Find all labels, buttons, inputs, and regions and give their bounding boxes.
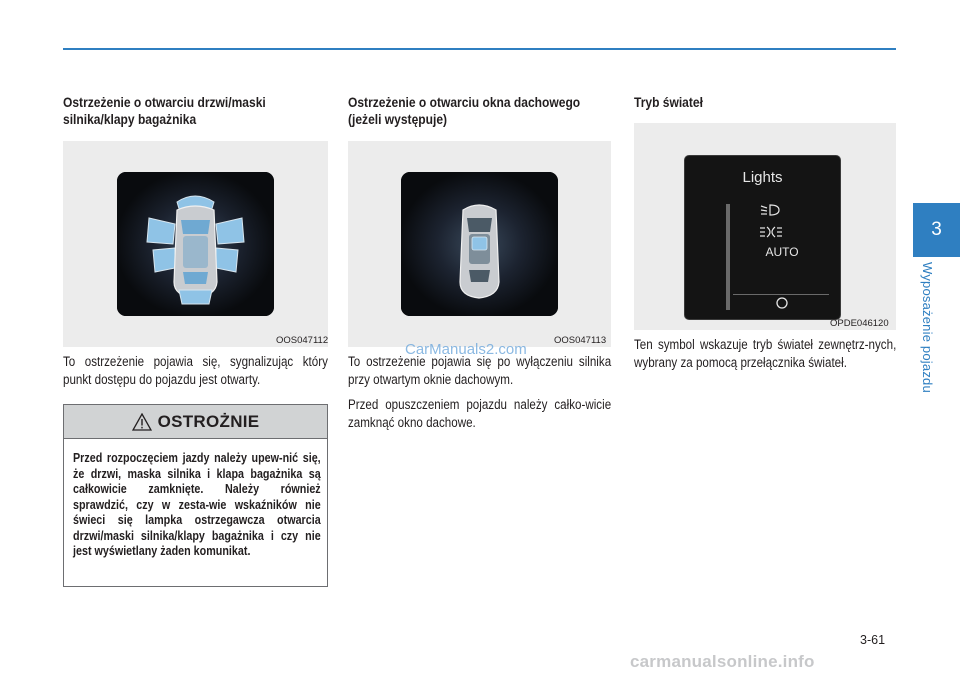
- lights-off-icon: [775, 296, 789, 310]
- paragraph-text: Przed opuszczeniem pojazdu należy całko-wicie zamknąć okno dachowe.: [348, 397, 612, 430]
- figure-sunroof-open: [348, 141, 611, 347]
- caution-box: [63, 404, 328, 587]
- lights-divider: [733, 294, 829, 295]
- figure-code: OOS047112: [276, 335, 329, 346]
- chapter-tab: [913, 203, 960, 257]
- heading-light-mode: Tryb świateł: [634, 94, 703, 110]
- figure-lights-mode: [634, 123, 896, 330]
- caution-title: OSTROŻNIE: [157, 411, 260, 431]
- caution-header: [64, 405, 327, 439]
- lights-display: [684, 155, 841, 320]
- heading-door-warning: Ostrzeżenie o otwarciu drzwi/maski silnika/klapy bagażnika: [63, 94, 266, 127]
- cluster-screen: [401, 172, 558, 316]
- chapter-name-text: Wyposażenie pojazdu: [920, 262, 935, 393]
- figure-code: OPDE046120: [830, 318, 889, 329]
- paragraph-group: [348, 353, 611, 431]
- watermark-link[interactable]: CarManuals2.com: [405, 341, 527, 358]
- paragraph: [634, 336, 896, 371]
- warning-triangle-icon: [132, 413, 152, 431]
- paragraph-text: To ostrzeżenie pojawia się po wyłączeniu silnika przy otwartym oknie dachowym.: [348, 354, 612, 387]
- paragraph-text: To ostrzeżenie pojawia się, sygnalizując który punkt dostępu do pojazdu jest otwarty.: [63, 354, 328, 387]
- caution-text: Przed rozpoczęciem jazdy należy upew-nić się, że drzwi, maska silnika i klapa bagażnika są całkowicie zamknięte. Należy również sprawdzić, czy w zesta-wie wskaźników nie świeci się lampka ostrzegawcza otwarcia drzwi/maski silnika/klapy bagażnika i czy nie jest wyświetlany żaden komunikat.: [73, 451, 321, 558]
- position-light-icon: [759, 225, 783, 239]
- paragraph: [63, 353, 328, 388]
- car-doors-open-icon: [117, 172, 274, 316]
- chapter-number: 3: [931, 219, 942, 240]
- lights-auto-label: AUTO: [765, 245, 799, 259]
- headlight-low-beam-icon: [759, 203, 783, 217]
- heading-sunroof-warning: Ostrzeżenie o otwarciu okna dachowego (jeżeli występuje): [348, 94, 581, 127]
- lights-mode-bar: [726, 204, 730, 310]
- cluster-screen: [117, 172, 274, 316]
- page-number: 3-61: [860, 633, 886, 647]
- chapter-name: [920, 262, 940, 402]
- figure-door-open: [63, 141, 328, 347]
- header-rule: [63, 48, 896, 50]
- watermark-footer: carmanualsonline.info: [630, 652, 815, 671]
- lights-title: Lights: [742, 169, 783, 186]
- figure-code: OOS047113: [554, 335, 607, 346]
- car-sunroof-open-icon: [401, 172, 558, 316]
- paragraph-text: Ten symbol wskazuje tryb świateł zewnętrz-nych, wybrany za pomocą przełącznika świateł.: [634, 337, 897, 370]
